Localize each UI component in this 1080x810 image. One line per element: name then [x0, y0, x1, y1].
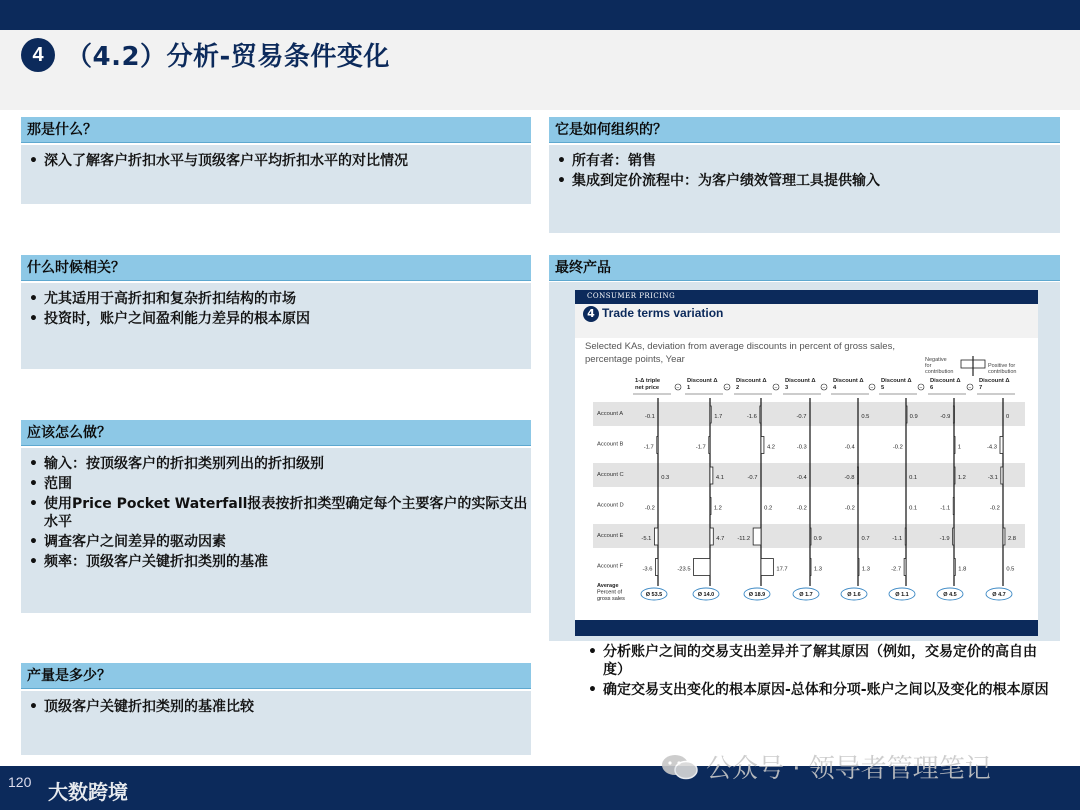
data-label: -1.1 [892, 536, 903, 542]
data-label: -0.8 [844, 475, 855, 481]
average-value: Ø 4.5 [943, 592, 957, 598]
value-bar [810, 528, 811, 545]
chart-subtitle: Selected KAs, deviation from average discounts in percent of gross sales, percentage points, Year [585, 341, 895, 365]
bullet-item: • 确定交易支出变化的根本原因-总体和分项-账户之间以及变化的根本原因 [586, 681, 1050, 699]
data-label: -1.9 [939, 536, 950, 542]
data-label: -23.5 [677, 566, 691, 573]
legend-positive-label: Positive for [988, 363, 1016, 369]
value-bar [655, 559, 658, 576]
data-label: 0.9 [813, 536, 822, 542]
section-when-body [21, 283, 531, 369]
value-bar [810, 559, 811, 576]
data-label: -1.1 [940, 505, 951, 512]
operator-icon: − [822, 385, 826, 391]
section-how-body [21, 448, 531, 613]
value-bar [694, 559, 710, 576]
chart-canvas [575, 290, 1038, 620]
data-label: -1.6 [746, 414, 757, 420]
bullet-item: • 深入了解客户折扣水平与顶级客户平均折扣水平的对比情况 [27, 152, 531, 170]
average-label: gross sales [597, 596, 625, 602]
section-what-body [21, 145, 531, 204]
data-label: -5.1 [641, 536, 652, 542]
operator-icon: − [870, 385, 874, 391]
data-label: 0.7 [861, 536, 870, 542]
legend-negative-label: for [925, 363, 932, 369]
legend-box-right [973, 360, 985, 368]
column-header: 4 [833, 385, 837, 391]
value-bar [654, 528, 658, 545]
bullet-item: • 投资时，账户之间盈利能力差异的根本原因 [27, 310, 531, 328]
data-label: -0.4 [844, 444, 855, 451]
data-label: -0.2 [796, 505, 807, 512]
data-label: 1.8 [958, 566, 967, 573]
average-label: Percent of [597, 589, 623, 596]
data-label: -0.1 [644, 414, 655, 420]
chart-banner-text: CONSUMER PRICING [587, 292, 676, 300]
section-howmuch-body [21, 691, 531, 755]
data-label: 0 [1006, 414, 1010, 420]
average-value: Ø 1.1 [895, 592, 909, 598]
value-bar [953, 498, 954, 515]
data-label: -0.7 [796, 414, 807, 420]
section-what-heading: 那是什么？ [21, 117, 531, 143]
column-header: 2 [736, 385, 740, 391]
average-value: Ø 1.7 [799, 592, 813, 598]
trade-terms-chart [575, 290, 1038, 620]
column-header: Discount Δ [785, 378, 816, 384]
chart-number-badge: 4 [583, 306, 599, 322]
row-label: Account F [597, 563, 624, 570]
data-label: -3.6 [642, 566, 653, 573]
data-label: -11.2 [737, 536, 751, 542]
bullet-item: • 所有者：销售 [555, 152, 1060, 170]
section-product-heading: 最终产品 [549, 255, 1060, 281]
data-label: -1.7 [643, 444, 654, 451]
data-label: 0.5 [1006, 566, 1015, 573]
data-label: 0.1 [909, 475, 918, 481]
value-bar [1000, 437, 1003, 454]
value-bar [857, 467, 858, 484]
value-bar [753, 528, 761, 545]
data-label: -3.1 [987, 475, 998, 481]
data-label: -1.7 [695, 444, 706, 451]
legend-negative-label: Negative [925, 357, 947, 363]
column-header: Discount Δ [881, 378, 912, 384]
data-label: 0.3 [661, 475, 670, 481]
section-product-body [580, 641, 1050, 731]
value-bar [904, 559, 906, 576]
operator-icon: − [725, 385, 729, 391]
bullet-item: • 尤其适用于高折扣和复杂折扣结构的市场 [27, 290, 531, 308]
column-header: Discount Δ [687, 378, 718, 384]
wechat-icon [660, 753, 700, 781]
value-bar [761, 437, 764, 454]
data-label: -0.9 [940, 414, 951, 420]
bullet-item: • 调查客户之间差异的驱动因素 [27, 533, 531, 551]
average-value: Ø 1.6 [847, 592, 861, 598]
value-bar [710, 406, 711, 423]
section-when-heading: 什么时候相关？ [21, 255, 531, 281]
data-label: -0.7 [747, 475, 758, 481]
value-bar [906, 406, 907, 423]
column-header: Discount Δ [979, 378, 1010, 384]
value-bar [954, 437, 955, 454]
value-bar [1001, 467, 1003, 484]
column-header: 1 [687, 385, 691, 391]
data-label: 1.2 [957, 475, 966, 481]
bullet-item: • 分析账户之间的交易支出差异并了解其原因（例如，交易定价的高自由度） [586, 643, 1050, 679]
brand-logo-text: 大数跨境 [48, 780, 128, 804]
row-label: Account A [597, 411, 624, 417]
data-label: 4.7 [716, 536, 725, 542]
data-label: -0.2 [892, 444, 903, 451]
column-header: 1-Δ triple [635, 378, 661, 384]
section-org-heading: 它是如何组织的？ [549, 117, 1060, 143]
bullet-item: • 顶级客户关键折扣类别的基准比较 [27, 698, 531, 716]
watermark [660, 748, 991, 785]
value-bar [954, 559, 955, 576]
section-howmuch-heading: 产量是多少？ [21, 663, 531, 689]
data-label: 1.2 [713, 505, 722, 512]
data-label: 17.7 [776, 566, 788, 573]
data-label: 1.3 [861, 566, 870, 573]
value-bar [710, 498, 711, 515]
value-bar [905, 528, 906, 545]
bullet-item: • 输入：按顶级客户的折扣类别列出的折扣级别 [27, 455, 531, 473]
operator-icon: − [968, 385, 972, 391]
data-label: -0.3 [796, 444, 807, 451]
column-header: Discount Δ [833, 378, 864, 384]
average-value: Ø 14.0 [697, 592, 715, 598]
data-label: -0.4 [796, 475, 807, 481]
section-org-body [549, 145, 1060, 233]
top-banner [0, 0, 1080, 30]
data-label: 1 [957, 444, 961, 451]
column-header: 5 [881, 385, 885, 391]
page-title: （4.2）分析-贸易条件变化 [66, 42, 390, 72]
row-label: Account C [597, 472, 624, 478]
column-header: 6 [930, 385, 934, 391]
chart-title: Trade terms variation [602, 306, 724, 320]
data-label: -0.2 [644, 505, 655, 512]
chart-footer-band [575, 620, 1038, 636]
value-bar [709, 437, 710, 454]
value-bar [710, 467, 713, 484]
value-bar [953, 528, 954, 545]
section-how-heading: 应该怎么做？ [21, 420, 531, 446]
data-label: 1.3 [813, 566, 822, 573]
data-label: -2.7 [891, 566, 902, 573]
data-label: 0.1 [909, 505, 918, 512]
row-label: Account B [597, 441, 624, 448]
data-label: 4.2 [766, 444, 776, 451]
data-label: 0.9 [909, 414, 918, 420]
value-bar [953, 406, 954, 423]
value-bar [954, 467, 955, 484]
bullet-item: • 范围 [27, 475, 531, 493]
bullet-item: • 集成到定价流程中：为客户绩效管理工具提供输入 [555, 172, 1060, 190]
data-label: -0.2 [844, 505, 855, 512]
page-number: 120 [8, 774, 32, 790]
data-label: 4.1 [715, 475, 724, 481]
column-header: net price [635, 385, 660, 391]
section-number-badge: 4 [21, 38, 55, 72]
row-label: Account D [597, 502, 624, 509]
bullet-item: • 使用Price Pocket Waterfall报表按折扣类型确定每个主要客户的实际支出水平 [27, 495, 531, 531]
legend-box-left [961, 360, 973, 368]
operator-icon: − [919, 385, 923, 391]
value-bar [1003, 528, 1005, 545]
data-label: 0.2 [764, 505, 773, 512]
watermark-text: 公众号 · 领导者管理笔记 [706, 754, 991, 784]
operator-icon: − [774, 385, 778, 391]
legend-positive-label: contribution [988, 369, 1017, 375]
data-label: 0.5 [861, 414, 870, 420]
data-label: -4.3 [986, 444, 997, 451]
value-bar [760, 406, 761, 423]
average-label: Average [597, 583, 619, 589]
average-value: Ø 18.9 [748, 592, 766, 598]
operator-icon: − [676, 385, 680, 391]
average-value: Ø 4.7 [992, 592, 1006, 598]
value-bar [710, 528, 713, 545]
column-header: 7 [979, 385, 983, 391]
column-header: Discount Δ [930, 378, 961, 384]
data-label: -0.2 [989, 505, 1000, 512]
value-bar [761, 559, 773, 576]
row-label: Account E [597, 533, 624, 539]
data-label: 1.7 [714, 414, 723, 420]
average-value: Ø 53.5 [645, 592, 663, 598]
column-header: Discount Δ [736, 378, 767, 384]
legend-negative-label: contribution [925, 369, 954, 375]
value-bar [657, 437, 658, 454]
value-bar [858, 559, 859, 576]
data-label: 2.8 [1007, 536, 1017, 542]
bullet-item: • 频率：顶级客户关键折扣类别的基准 [27, 553, 531, 571]
column-header: 3 [785, 385, 789, 391]
